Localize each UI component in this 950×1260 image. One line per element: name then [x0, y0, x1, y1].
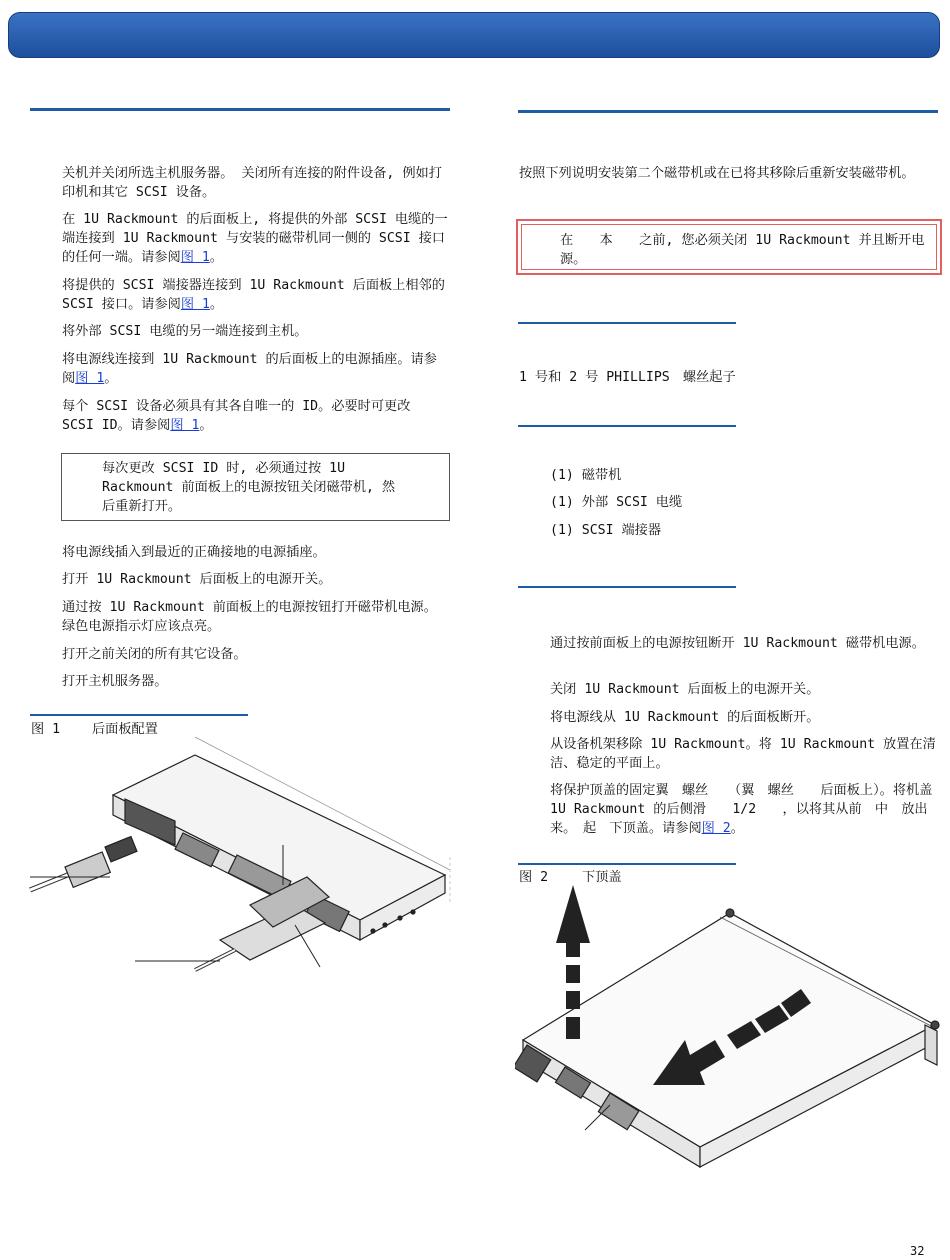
kit-item: (1) 外部 SCSI 电缆 — [550, 495, 683, 510]
paragraph — [62, 672, 450, 691]
text: 在 1U Rackmount 的后面板上, 将提供的外部 SCSI 电缆的一端连接到 1U Rackmount 与安装的磁带机同一侧的 SCSI 接口的任何一端。请参阅 — [62, 212, 448, 265]
paragraph — [62, 164, 450, 202]
text: 通过按前面板上的电源按钮断开 1U Rackmount 磁带机电源。 — [550, 636, 925, 651]
text: 将保护顶盖的固定翼 螺丝 （翼 螺丝 后面板上）。将机盖 1U Rackmount 的后侧滑 1/2 ，以将其从前 中 放出来。 起 下顶盖。请参阅 — [550, 783, 946, 836]
text: 。 — [104, 371, 118, 386]
text: 打开之前关闭的所有其它设备。 — [62, 647, 247, 662]
step — [550, 735, 940, 773]
figure-rule — [518, 863, 736, 865]
figure-2-number: 图 2 — [519, 870, 549, 885]
figure-2-title: 下顶盖 — [582, 870, 622, 885]
text: 将电源线从 1U Rackmount 的后面板断开。 — [550, 710, 820, 725]
section-rule — [518, 322, 736, 324]
figure-1-link[interactable]: 图 1 — [180, 250, 210, 265]
page-number: 32 — [910, 1244, 925, 1258]
text: 。 — [209, 250, 223, 265]
text: 关机并关闭所选主机服务器。 关闭所有连接的附件设备, 例如打印机和其它 SCSI 设备。 — [62, 166, 442, 200]
step — [550, 634, 940, 653]
note-text: 每次更改 SCSI ID 时, 必须通过按 1U Rackmount 前面板上的电源按钮关闭磁带机, 然后重新打开。 — [102, 461, 396, 514]
text: 。 — [730, 821, 744, 836]
kit-item: (1) SCSI 端接器 — [550, 523, 662, 538]
paragraph — [62, 210, 450, 267]
paragraph — [62, 645, 450, 664]
figure-rule — [30, 714, 248, 716]
text: 打开 1U Rackmount 后面板上的电源开关。 — [62, 572, 332, 587]
text: 从设备机架移除 1U Rackmount。将 1U Rackmount 放置在清洁、稳定的平面上。 — [550, 737, 936, 771]
paragraph — [62, 276, 450, 314]
text: 每个 SCSI 设备必须具有其各自唯一的 ID。必要时可更改 SCSI ID。请参阅 — [62, 399, 411, 433]
text: 将提供的 SCSI 端接器连接到 1U Rackmount 后面板上相邻的 SCSI 接口。请参阅 — [62, 278, 445, 312]
figure-1-title: 后面板配置 — [92, 722, 158, 737]
figure-1-link[interactable]: 图 1 — [75, 371, 105, 386]
paragraph — [62, 397, 450, 435]
paragraph — [62, 322, 450, 341]
step — [550, 708, 940, 727]
section-rule — [518, 586, 736, 588]
text: 关闭 1U Rackmount 后面板上的电源开关。 — [550, 682, 820, 697]
text: 。 — [199, 418, 213, 433]
paragraph — [519, 164, 939, 183]
text: 。 — [209, 297, 224, 312]
warning-text: 在 本 之前, 您必须关闭 1U Rackmount 并且断开电源。 — [560, 233, 925, 267]
figure-1-link[interactable]: 图 1 — [180, 297, 210, 312]
figure-2-link[interactable]: 图 2 — [701, 821, 731, 836]
text: 打开主机服务器。 — [62, 674, 168, 689]
tools-text: 1 号和 2 号 PHILLIPS 螺丝起子 — [519, 370, 736, 385]
note-box — [61, 453, 450, 521]
paragraph — [62, 598, 450, 636]
text: 将电源线连接到 1U Rackmount 的后面板上的电源插座。请参阅 — [62, 352, 437, 386]
paragraph — [62, 543, 450, 562]
figure-1-number: 图 1 — [31, 722, 61, 737]
text: 将电源线插入到最近的正确接地的电源插座。 — [62, 545, 326, 560]
figure-1-rear-panel-illustration — [25, 735, 455, 975]
text: 通过按 1U Rackmount 前面板上的电源按钮打开磁带机电源。绿色电源指示灯应该点亮。 — [62, 600, 437, 634]
section-rule — [518, 110, 938, 113]
figure-1-link[interactable]: 图 1 — [170, 418, 200, 433]
warning-box — [516, 219, 942, 275]
text: 按照下列说明安装第二个磁带机或在已将其移除后重新安装磁带机。 — [519, 166, 915, 181]
paragraph — [62, 570, 450, 589]
section-rule — [30, 108, 450, 111]
step — [550, 680, 940, 699]
paragraph — [62, 350, 450, 388]
step — [550, 781, 946, 838]
section-rule — [518, 425, 736, 427]
figure-2-top-cover-illustration — [515, 885, 945, 1175]
kit-item: (1) 磁带机 — [550, 468, 622, 483]
text: 将外部 SCSI 电缆的另一端连接到主机。 — [62, 324, 308, 339]
header-banner — [8, 12, 940, 58]
